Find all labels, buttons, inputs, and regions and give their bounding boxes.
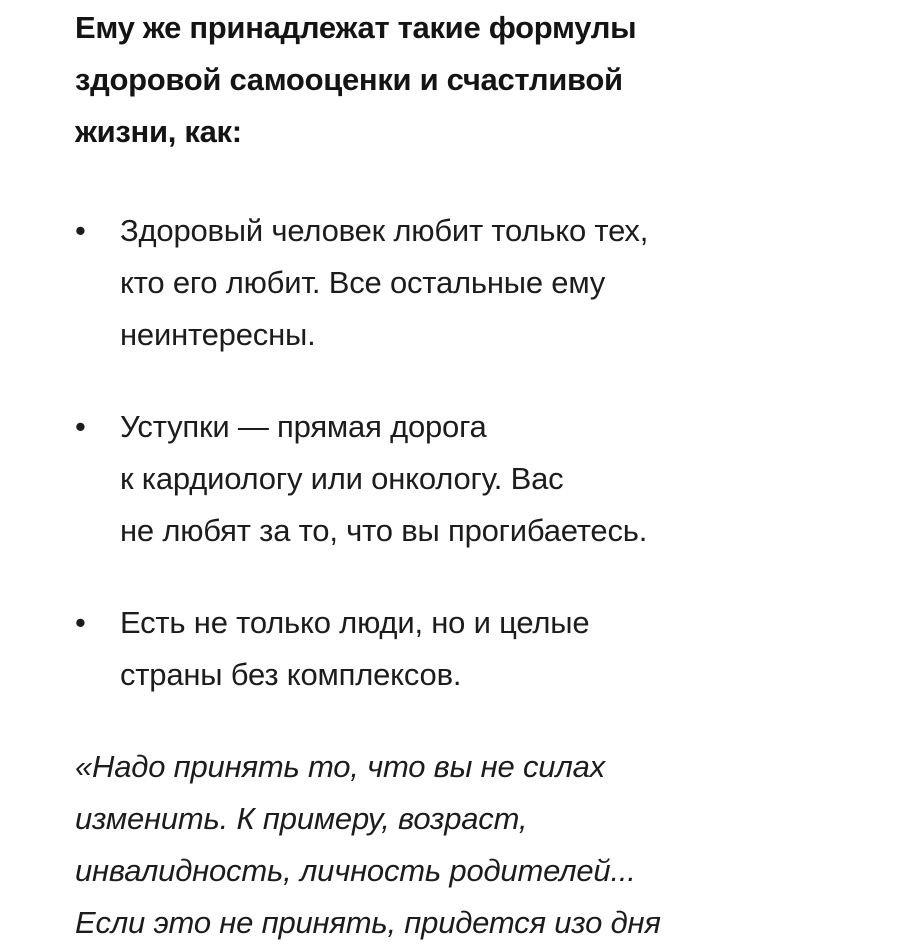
bullet-icon: • bbox=[75, 213, 86, 248]
list-item-line: страны без комплексов. bbox=[120, 657, 462, 692]
intro-line: здоровой самооценки и счастливой bbox=[75, 62, 623, 97]
quote-line: инвалидность, личность родителей... bbox=[75, 853, 636, 888]
quote-line: «Надо принять то, что вы не силах bbox=[75, 749, 605, 784]
intro-line: Ему же принадлежат такие формулы bbox=[75, 10, 637, 45]
list-item-line: Здоровый человек любит только тех, bbox=[120, 213, 649, 248]
list-item bbox=[75, 401, 865, 557]
article-body bbox=[75, 0, 865, 949]
list-item-line: не любят за то, что вы прогибаетесь. bbox=[120, 513, 648, 548]
list-item-line: кто его любит. Все остальные ему bbox=[120, 265, 606, 300]
quote-line: изменить. К примеру, возраст, bbox=[75, 801, 528, 836]
list-item-line: Есть не только люди, но и целые bbox=[120, 605, 590, 640]
bullet-icon: • bbox=[75, 409, 86, 444]
list-item-line: к кардиологу или онкологу. Вас bbox=[120, 461, 564, 496]
formula-list bbox=[75, 205, 865, 701]
bullet-icon: • bbox=[75, 605, 86, 640]
list-item-line: неинтересны. bbox=[120, 317, 316, 352]
intro-line: жизни, как: bbox=[75, 114, 242, 149]
quote-line: Если это не принять, придется изо дня bbox=[75, 905, 661, 940]
intro-paragraph bbox=[75, 2, 865, 158]
list-item bbox=[75, 205, 865, 361]
list-item-line: Уступки — прямая дорога bbox=[120, 409, 487, 444]
quote-paragraph bbox=[75, 741, 865, 949]
list-item bbox=[75, 597, 865, 701]
